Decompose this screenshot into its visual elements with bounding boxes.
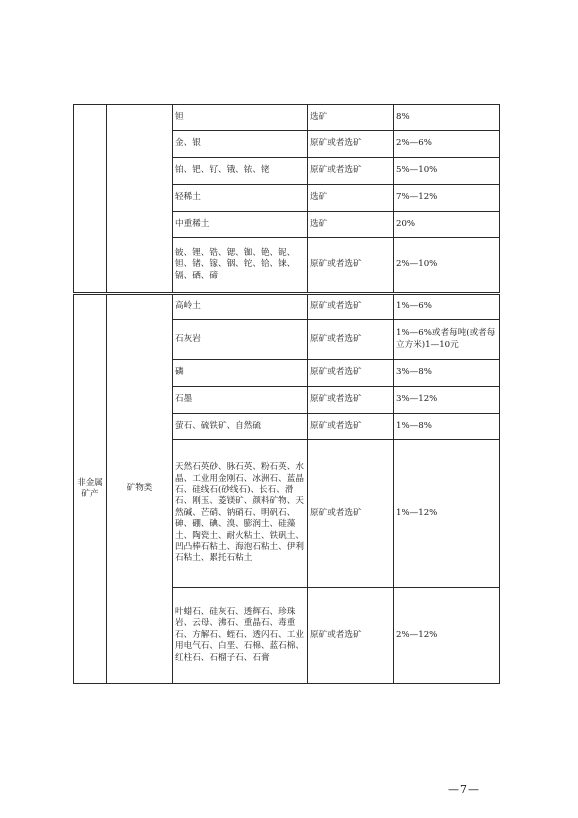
table-row — [74, 294, 500, 320]
tax-rate-cell: 1%—6%或者每吨(或者每立方米)1—10元 — [394, 320, 500, 360]
collection-form-cell: 原矿或者选矿 — [308, 440, 394, 588]
tax-rate-cell: 7%—12% — [394, 185, 500, 212]
mineral-name-cell: 高岭土 — [173, 294, 308, 320]
page-number: —7— — [448, 783, 480, 796]
tax-rate-cell: 20% — [394, 212, 500, 238]
tax-rate-cell: 3%—8% — [394, 360, 500, 387]
collection-form-cell: 原矿或者选矿 — [308, 588, 394, 684]
tax-rate-cell: 3%—12% — [394, 387, 500, 414]
tax-rate-cell: 1%—6% — [394, 294, 500, 320]
collection-form-cell: 选矿 — [308, 212, 394, 238]
mineral-name-cell: 轻稀土 — [173, 185, 308, 212]
mineral-name-cell: 石灰岩 — [173, 320, 308, 360]
collection-form-cell: 原矿或者选矿 — [308, 158, 394, 185]
tax-rate-cell: 2%—12% — [394, 588, 500, 684]
collection-form-cell: 选矿 — [308, 185, 394, 212]
collection-form-cell: 原矿或者选矿 — [308, 238, 394, 294]
collection-form-cell: 选矿 — [308, 105, 394, 131]
tax-rate-cell: 5%—10% — [394, 158, 500, 185]
mineral-name-cell: 铍、锂、锆、锶、铷、铯、铌、钽、锗、镓、铟、铊、铪、铼、镉、硒、碲 — [173, 238, 308, 294]
mineral-name-cell: 磷 — [173, 360, 308, 387]
mineral-name-cell: 钽 — [173, 105, 308, 131]
mineral-name-cell: 萤石、硫铁矿、自然硫 — [173, 414, 308, 440]
collection-form-cell: 原矿或者选矿 — [308, 360, 394, 387]
collection-form-cell: 原矿或者选矿 — [308, 387, 394, 414]
mineral-name-cell: 中重稀土 — [173, 212, 308, 238]
mineral-name-cell: 叶蜡石、硅灰石、透辉石、珍珠岩、云母、沸石、重晶石、毒重石、方解石、蛭石、透闪石、工业用电气石、白垩、石棉、蓝石棉、红柱石、石榴子石、石膏 — [173, 588, 308, 684]
resource-tax-table — [73, 104, 500, 684]
collection-form-cell: 原矿或者选矿 — [308, 320, 394, 360]
category-level1-cell — [74, 105, 107, 294]
category-level2-cell: 矿物类 — [107, 294, 173, 684]
tax-rate-cell: 2%—6% — [394, 131, 500, 158]
collection-form-cell: 原矿或者选矿 — [308, 294, 394, 320]
table-row — [74, 105, 500, 131]
mineral-name-cell: 金、银 — [173, 131, 308, 158]
mineral-name-cell: 铂、钯、钌、锇、铱、铑 — [173, 158, 308, 185]
category-level1-cell: 非金属矿产 — [74, 294, 107, 684]
tax-rate-cell: 8% — [394, 105, 500, 131]
tax-rate-cell: 1%—12% — [394, 440, 500, 588]
tax-rate-cell: 1%—8% — [394, 414, 500, 440]
mineral-name-cell: 天然石英砂、脉石英、粉石英、水晶、工业用金刚石、冰洲石、蓝晶石、硅线石(砂线石)、长石、滑石、刚玉、菱镁矿、颜料矿物、天然碱、芒硝、钠硝石、明矾石、砷、硼、碘、溴、膨润土、硅藻土、陶瓷土、耐火粘土、铁矾土、凹凸棒石粘土、海泡石粘土、伊利石粘土、累托石粘土 — [173, 440, 308, 588]
tax-rate-cell: 2%—10% — [394, 238, 500, 294]
collection-form-cell: 原矿或者选矿 — [308, 131, 394, 158]
collection-form-cell: 原矿或者选矿 — [308, 414, 394, 440]
mineral-name-cell: 石墨 — [173, 387, 308, 414]
category-level2-cell — [107, 105, 173, 294]
